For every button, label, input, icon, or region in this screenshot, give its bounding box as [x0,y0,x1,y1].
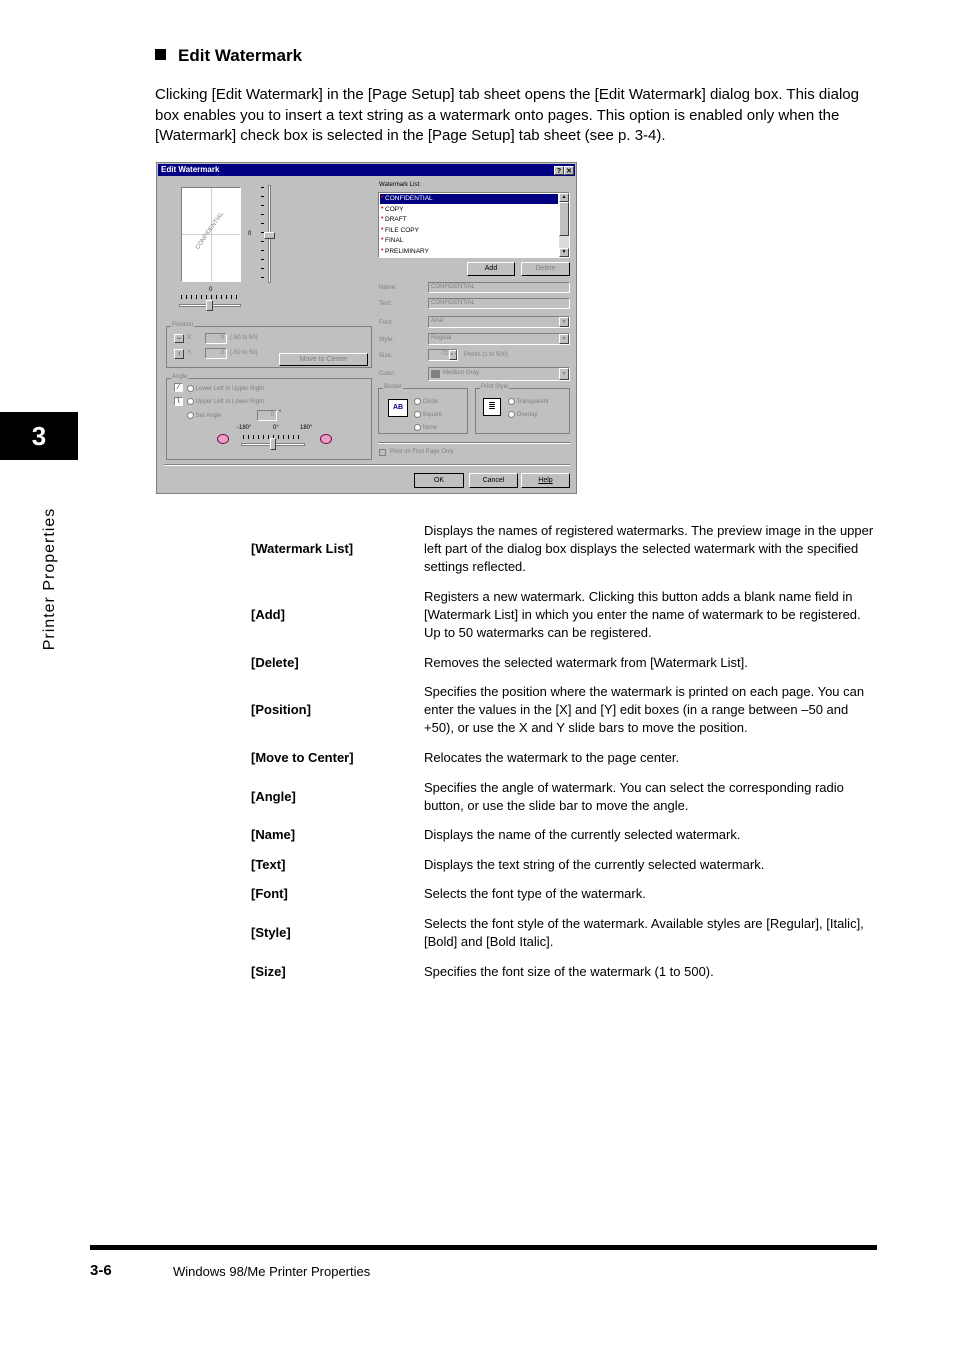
text-field[interactable]: CONFIDENTIAL [428,298,570,309]
first-page-label: Print on First Page Only [390,449,454,455]
chevron-down-icon[interactable]: ▼ [559,368,569,380]
x-range: (-50 to 50) [230,335,258,341]
size-spinner[interactable] [428,349,458,361]
definition: Specifies the font size of the watermark (1 to 500). [424,964,714,979]
term: [Size] [251,964,286,979]
x-slider-ticks [181,295,241,299]
style-select-value: Regular [431,335,453,341]
table-row [251,588,876,648]
y-range: (-50 to 50) [230,350,258,356]
definition: Relocates the watermark to the page center. [424,750,680,765]
border-radio-1[interactable] [414,398,421,405]
dialog-title-bar [158,164,575,176]
angle-min-label: -180° [237,425,252,431]
table-row [251,915,876,955]
term: [Name] [251,827,296,842]
definition: Selects the font style of the watermark. Available styles are [Regular], [Italic], [Bold] and [Bold Italic]. [424,916,864,949]
x-slider-thumb[interactable] [206,300,213,311]
border-radio-3[interactable] [414,424,421,431]
font-label: Font: [379,320,393,326]
angle-unit: ° [279,410,282,416]
term: [Style] [251,925,291,940]
table-row [251,779,876,819]
table-row [251,856,876,880]
first-page-checkbox[interactable] [379,449,386,456]
text-label: Text: [379,301,392,307]
name-label: Name: [379,285,397,291]
definition: Displays the names of registered watermarks. The preview image in the upper left part of the dialog box displays the selected watermark with the specified settings reflected. [424,523,874,574]
border-radio-2[interactable] [414,411,421,418]
angle-group-label: Angle [172,374,188,380]
watermark-list-item-label: FILE COPY [385,226,419,234]
chapter-number-tab: 3 [0,412,78,460]
border-group-label: Border [384,384,403,390]
size-range: Points (1 to 500) [464,352,509,358]
watermark-list-item[interactable] [380,236,558,246]
separator [164,464,570,466]
move-to-center-button[interactable]: Move to Center [279,353,368,366]
angle-radio-1[interactable] [187,385,194,392]
rotate-right-icon [320,434,332,444]
dialog-title: Edit Watermark [161,165,220,174]
red-marker-icon: • [381,225,384,233]
preview-watermark-text: CONFIDENTIAL [194,211,226,251]
font-select-value: Arial [431,318,444,324]
definition: Selects the font type of the watermark. [424,886,646,901]
red-marker-icon: • [381,194,384,201]
term: [Delete] [251,655,299,670]
angle-opt3-label: Set Angle [195,413,222,420]
size-label: Size: [379,353,393,359]
rotate-left-icon [217,434,229,444]
footer-title: Windows 98/Me Printer Properties [173,1264,371,1279]
bullet-square-icon [155,49,166,60]
watermark-list-item[interactable] [380,247,558,257]
page-number: 3-6 [90,1262,112,1279]
watermark-list-item[interactable] [380,226,558,236]
red-marker-icon: • [381,246,384,254]
watermark-list-item[interactable] [380,215,558,225]
ok-button[interactable]: OK [414,473,464,488]
border-opt3-label: None [422,425,438,432]
add-button[interactable]: Add [467,262,515,276]
watermark-list-item-label: DRAFT [385,216,407,223]
definition: Specifies the angle of watermark. You can select the corresponding radio button, or use the slide bar to move the angle. [424,780,844,813]
chapter-side-label [41,507,59,651]
print-opt1-label: Transparent [516,399,549,406]
angle-opt1-label: Lower Left to Upper Right [195,386,265,393]
print-radio-2[interactable] [508,411,515,418]
term: [Angle] [251,789,296,804]
chevron-down-icon[interactable]: ▼ [559,334,569,344]
term: [Add] [251,607,285,622]
table-row [251,749,876,773]
table-row [251,522,876,582]
table-row [251,885,876,909]
definition: Removes the selected watermark from [Watermark List]. [424,655,748,670]
definition: Registers a new watermark. Clicking this button adds a blank name field in [Watermark List] in which you enter the name of watermark to be registered. Up to 50 watermarks can be registered. [424,589,861,640]
help-button[interactable]: Help [521,473,570,488]
watermark-list-item[interactable] [380,194,558,204]
y-label: Y: [187,350,193,356]
watermark-list-item[interactable] [380,205,558,215]
watermark-preview [181,187,241,282]
color-label: Color: [379,371,396,377]
term: [Font] [251,886,288,901]
term: [Text] [251,857,286,872]
watermark-list[interactable] [378,192,570,258]
list-scrollbar[interactable] [559,193,569,257]
print-style-group-label: Print Style [481,384,509,390]
table-row [251,683,876,743]
color-select-value: Medium Gray [443,370,480,376]
delete-button[interactable]: Delete [521,262,570,276]
print-radio-1[interactable] [508,398,515,405]
x-input[interactable]: 0 [205,333,227,344]
red-marker-icon: • [381,236,384,243]
angle-max-label: 180° [300,425,313,431]
font-select[interactable] [428,316,570,328]
definition: Specifies the position where the watermark is printed on each page. You can enter the values in the [X] and [Y] edit boxes (in a range between –50 and +50), or use the X and Y slide bars to move the position. [424,684,865,735]
red-marker-icon: • [381,215,384,222]
y-slider-thumb[interactable] [264,232,275,239]
x-label: X: [187,335,193,341]
name-field[interactable]: CONFIDENTIAL [428,282,570,293]
angle-opt2-label: Upper Left to Lower Right [195,399,265,406]
scroll-thumb[interactable] [559,202,569,236]
vertical-arrows-icon: ↕ [174,349,184,359]
term: [Watermark List] [251,541,354,556]
table-row [251,826,876,850]
scroll-down-icon[interactable]: ▼ [559,248,569,257]
table-row [251,963,876,987]
watermark-list-item-label: PRELIMINARY [385,247,429,255]
position-group [166,322,372,368]
definition: Displays the name of the currently selected watermark. [424,827,741,842]
diagonal-down-icon: \ [174,397,183,406]
section-heading-text: Edit Watermark [178,46,303,65]
print-style-icon: ≣ [483,398,501,416]
edit-watermark-dialog [156,162,577,494]
y-input[interactable]: 0 [205,348,227,359]
border-opt1-label: Circle [422,399,439,406]
watermark-list-item-label: CONFIDENTIAL [385,195,433,202]
footer-rule [90,1245,877,1250]
color-select[interactable] [428,367,570,381]
color-swatch [431,370,440,378]
y-slider-value: 0 [248,231,252,237]
chapter-side-label-text: Printer Properties [41,507,58,651]
intro-paragraph: Clicking [Edit Watermark] in the [Page Setup] tab sheet opens the [Edit Watermark] dialog box. This dialog box enables you to insert a text string as a watermark onto pages. This option is enabled only when the [Watermark] check box is selected in the [Page Setup] tab sheet (see p. 3-4). [155,86,859,144]
x-slider-value: 0 [209,287,213,293]
size-value: 72 [441,351,448,357]
close-icon[interactable]: ✕ [564,166,574,175]
watermark-list-item-label: COPY [385,205,404,213]
angle-group [166,374,372,460]
cancel-button[interactable]: Cancel [469,473,518,488]
watermark-list-label: Watermark List: [379,182,421,188]
border-opt2-label: Square [422,412,443,419]
horizontal-arrows-icon: ↔ [176,335,182,341]
help-icon[interactable]: ? [554,166,564,175]
angle-radio-3[interactable] [187,412,194,419]
scroll-up-icon[interactable]: ▲ [559,193,569,202]
diagonal-up-icon: ⁄ [174,383,183,392]
print-opt2-label: Overlay [516,412,538,419]
print-style-group [475,384,570,434]
separator [378,442,570,444]
style-label: Style: [379,337,395,343]
term: [Position] [251,702,311,717]
angle-mid-label: 0° [273,425,279,431]
border-preview-icon: AB [388,399,408,417]
watermark-list-item-label: FINAL [385,237,404,244]
style-select[interactable] [428,333,570,345]
angle-slider-thumb[interactable] [270,438,276,450]
position-group-label: Position [172,322,194,328]
angle-radio-2[interactable] [187,398,194,405]
table-row [251,654,876,678]
chevron-down-icon[interactable]: ▼ [559,317,569,327]
term: [Move to Center] [251,750,354,765]
spinner-arrows-icon[interactable]: ▲▼ [449,350,457,360]
angle-input[interactable]: 0 [257,410,277,421]
definition: Displays the text string of the currently selected watermark. [424,857,765,872]
red-marker-icon: • [381,204,384,212]
border-group [378,384,468,434]
section-heading [155,46,302,66]
